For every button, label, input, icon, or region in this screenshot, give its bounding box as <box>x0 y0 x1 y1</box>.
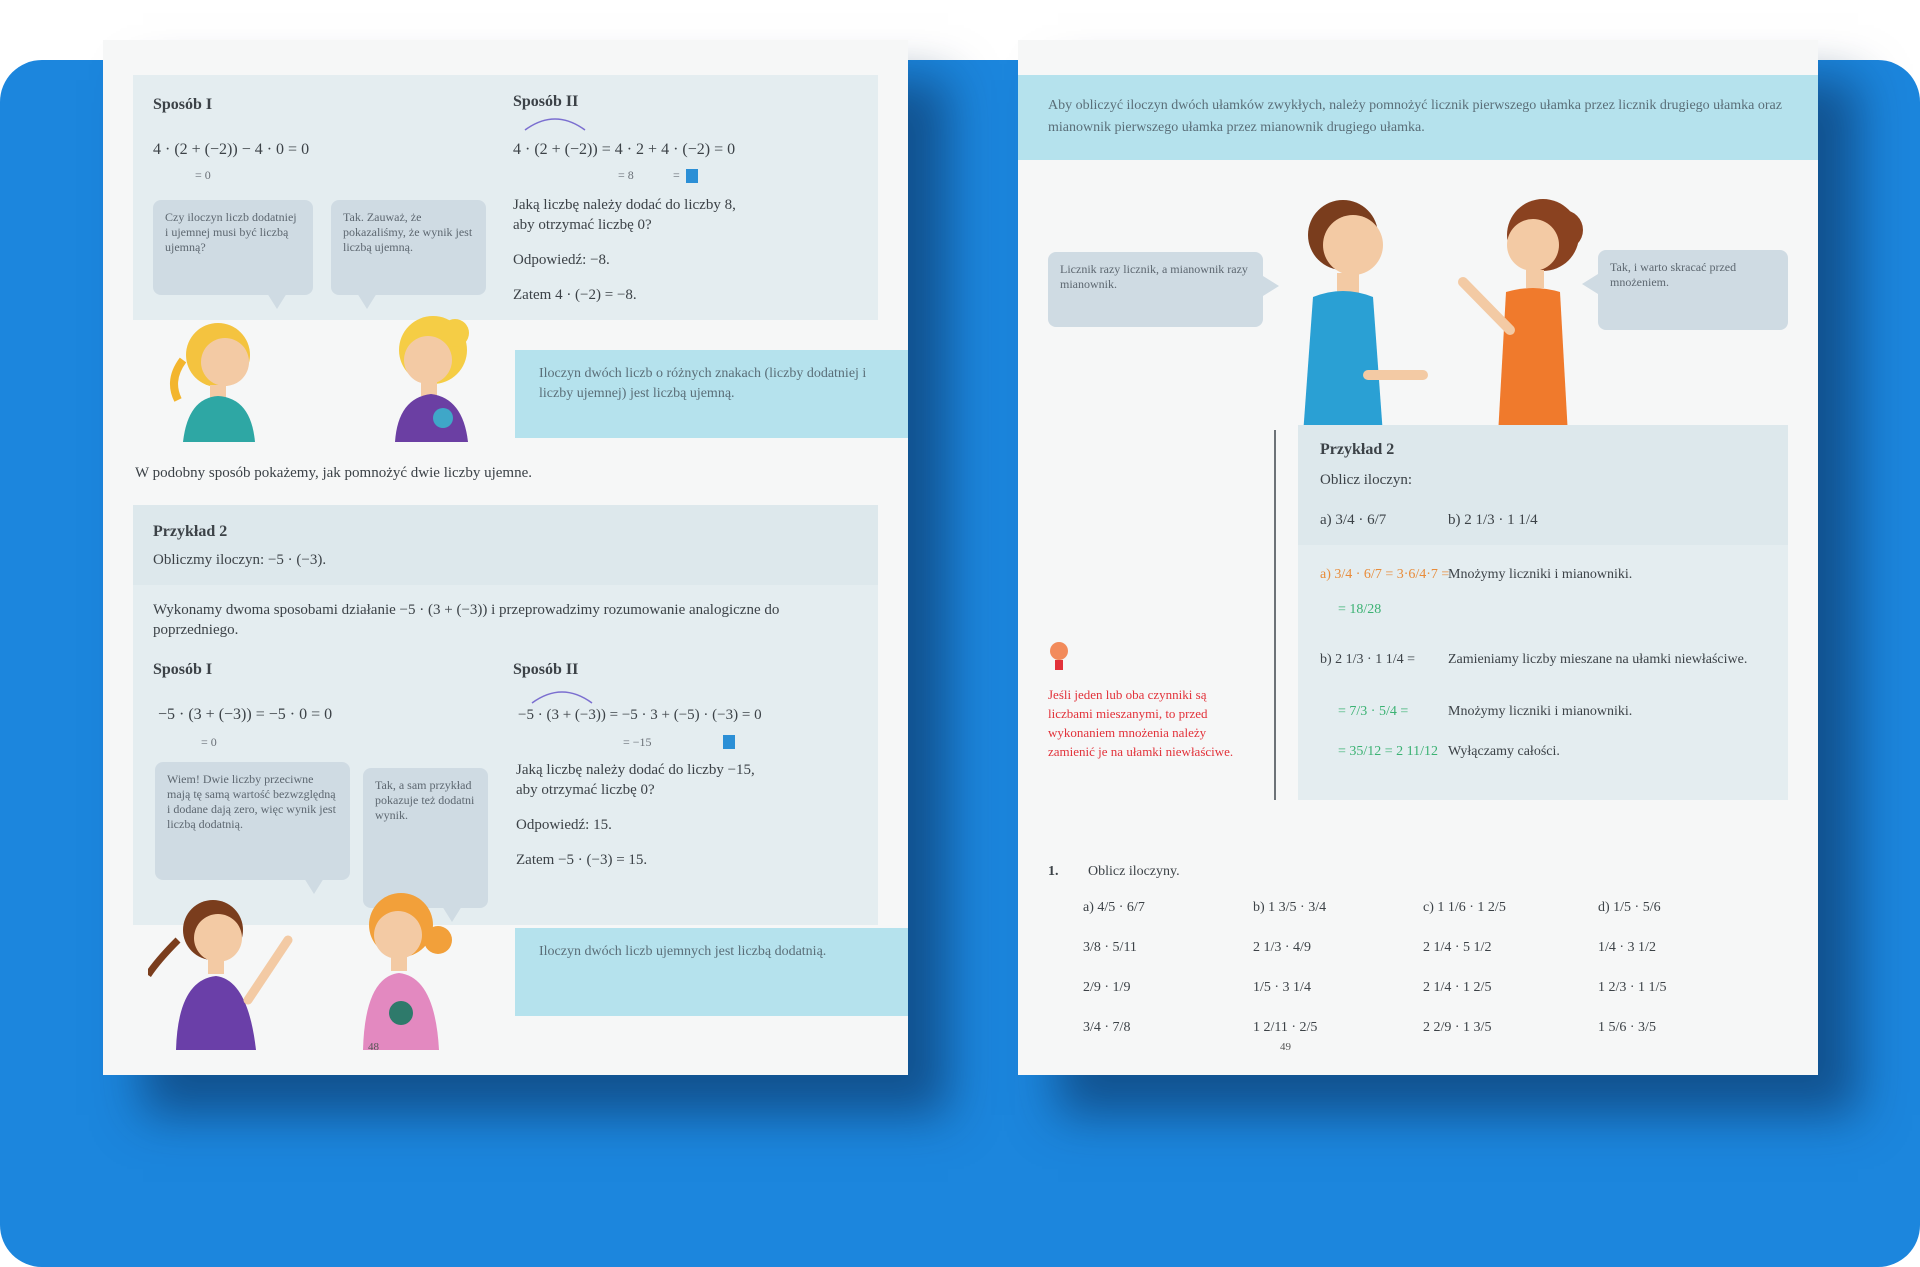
exercise-item: 1 2/3 · 1 1/5 <box>1598 980 1667 995</box>
exercise-item: 2 2/9 · 1 3/5 <box>1423 1020 1492 1035</box>
speech-bubble-girl1: Czy iloczyn liczb dodatniej i ujemnej musi być liczbą ujemną? <box>153 200 313 295</box>
exercise-item: 2/9 · 1/9 <box>1083 980 1131 995</box>
example-method2-title: Sposób II <box>513 661 579 678</box>
right-page <box>1018 40 1818 1075</box>
method1-subresult: = 0 <box>195 168 211 182</box>
exercise-item: 2 1/4 · 1 2/5 <box>1423 980 1492 995</box>
example-description: Wykonamy dwoma sposobami działanie −5 · (3 + (−3)) i przeprowadzimy rozumowanie analogiczne do poprzedniego. <box>153 602 780 638</box>
page-number-right: 49 <box>1280 1041 1291 1053</box>
exercise-item: 1 2/11 · 2/5 <box>1253 1020 1318 1035</box>
example-task-right: Oblicz iloczyn: <box>1320 472 1413 488</box>
arc-arrows-2 <box>528 685 598 707</box>
exercise-item: 1/5 · 3 1/4 <box>1253 980 1311 995</box>
girl-illustration-2 <box>373 308 483 442</box>
rule-box-1: Iloczyn dwóch liczb o różnych znakach (liczby dodatniej i liczby ujemnej) jest liczbą ujemną. <box>515 350 908 438</box>
example-method1-title: Sposób I <box>153 661 213 678</box>
example-method1-expression: −5 · (3 + (−3)) = −5 · 0 = 0 <box>158 706 333 723</box>
answer-box-2 <box>723 735 735 749</box>
exercise-item: b) 1 3/5 · 3/4 <box>1253 900 1327 915</box>
lightbulb-icon <box>1048 640 1070 674</box>
answer-box <box>686 169 698 183</box>
exercise-item: d) 1/5 · 5/6 <box>1598 900 1661 915</box>
girl-illustration-4 <box>343 885 473 1050</box>
solution-b-note2: Mnożymy liczniki i mianowniki. <box>1448 704 1633 719</box>
example-title: Przykład 2 <box>153 523 228 540</box>
example-task: Obliczmy iloczyn: −5 · (−3). <box>153 552 327 568</box>
example-a-task: a) 3/4 · 6/7 <box>1320 512 1387 528</box>
example-title-right: Przykład 2 <box>1320 441 1395 458</box>
method1-title: Sposób I <box>153 96 213 113</box>
boy-illustration <box>1273 185 1443 435</box>
exercise-item: 3/4 · 7/8 <box>1083 1020 1131 1035</box>
method2-subresult-2: = <box>673 165 698 185</box>
solution-b-note1: Zamieniamy liczby mieszane na ułamki niewłaściwe. <box>1448 652 1748 667</box>
girl-illustration-3 <box>148 880 308 1050</box>
arc-arrows <box>521 112 591 134</box>
method2-expression: 4 · (2 + (−2)) = 4 · 2 + 4 · (−2) = 0 <box>513 141 736 158</box>
top-banner: Aby obliczyć iloczyn dwóch ułamków zwykłych, należy pomnożyć licznik pierwszego ułamka przez licznik drugiego ułamka oraz mianownik pierwszego ułamka przez mianownik drugiego ułamka. <box>1018 75 1818 160</box>
solution-b-note3: Wyłączamy całości. <box>1448 744 1560 759</box>
answer-line: Odpowiedź: −8. <box>513 252 610 268</box>
method1-expression: 4 · (2 + (−2)) − 4 · 0 = 0 <box>153 141 310 158</box>
page-number-left: 48 <box>368 1041 379 1053</box>
example-method2-subresult: = −15 <box>623 735 652 749</box>
example-method2-expression: −5 · (3 + (−3)) = −5 · 3 + (−5) · (−3) = 0 <box>518 707 762 723</box>
left-page <box>103 40 908 1075</box>
solution-b-line2: = 7/3 · 5/4 = <box>1338 704 1409 719</box>
speech-bubble-girl5: Tak, i warto skracać przed mnożeniem. <box>1598 250 1788 330</box>
example-method1-subresult: = 0 <box>201 735 217 749</box>
tip-text: Jeśli jeden lub oba czynniki są liczbami mieszanymi, to przed wykonaniem mnożenia należy zamienić je na ułamki niewłaściwe. <box>1048 687 1234 759</box>
example-header-panel <box>133 505 878 585</box>
speech-bubble-girl3: Wiem! Dwie liczby przeciwne mają tę samą wartość bezwzględną i dodane dają zero, więc wynik jest liczbą dodatnią. <box>155 762 350 880</box>
solution-a-note1: Mnożymy liczniki i mianowniki. <box>1448 567 1633 582</box>
exercise-item: 3/8 · 5/11 <box>1083 940 1137 955</box>
exercise-item: c) 1 1/6 · 1 2/5 <box>1423 900 1506 915</box>
exercise-title: Oblicz iloczyny. <box>1088 864 1180 879</box>
example-question-1: Jaką liczbę należy dodać do liczby −15, <box>516 762 755 778</box>
exercise-item: 2 1/4 · 5 1/2 <box>1423 940 1492 955</box>
exercise-item: 1/4 · 3 1/2 <box>1598 940 1656 955</box>
exercise-item: 2 1/3 · 4/9 <box>1253 940 1311 955</box>
method2-subresult-1: = 8 <box>618 168 634 182</box>
solution-b-line3: = 35/12 = 2 11/12 <box>1338 744 1439 759</box>
solution-a-line1: a) 3/4 · 6/7 = 3·6/4·7 = <box>1320 567 1450 582</box>
girl-illustration-5 <box>1438 190 1608 435</box>
conclusion-line: Zatem 4 · (−2) = −8. <box>513 287 637 303</box>
question-line-2: aby otrzymać liczbę 0? <box>513 217 652 233</box>
speech-bubble-girl4: Tak, a sam przykład pokazuje też dodatni wynik. <box>363 768 488 908</box>
example-b-task: b) 2 1/3 · 1 1/4 <box>1448 512 1538 528</box>
question-line-1: Jaką liczbę należy dodać do liczby 8, <box>513 197 736 213</box>
rule-box-2: Iloczyn dwóch liczb ujemnych jest liczbą dodatnią. <box>515 928 908 1016</box>
exercise-number: 1. <box>1048 864 1059 879</box>
girl-illustration-1 <box>163 310 273 442</box>
intro-text: W podobny sposób pokażemy, jak pomnożyć dwie liczby ujemne. <box>135 465 532 481</box>
speech-bubble-boy: Licznik razy licznik, a mianownik razy mianownik. <box>1048 252 1263 327</box>
exercise-item: a) 4/5 · 6/7 <box>1083 900 1145 915</box>
solution-a-line2: = 18/28 <box>1338 602 1382 617</box>
example-answer: Odpowiedź: 15. <box>516 817 612 833</box>
method2-title: Sposób II <box>513 93 579 110</box>
divider-line <box>1274 430 1276 800</box>
exercise-item: 1 5/6 · 3/5 <box>1598 1020 1656 1035</box>
example-question-2: aby otrzymać liczbę 0? <box>516 782 655 798</box>
example-conclusion: Zatem −5 · (−3) = 15. <box>516 852 648 868</box>
solution-b-line1: b) 2 1/3 · 1 1/4 = <box>1320 652 1415 667</box>
speech-bubble-girl2: Tak. Zauważ, że pokazaliśmy, że wynik jest liczbą ujemną. <box>331 200 486 295</box>
